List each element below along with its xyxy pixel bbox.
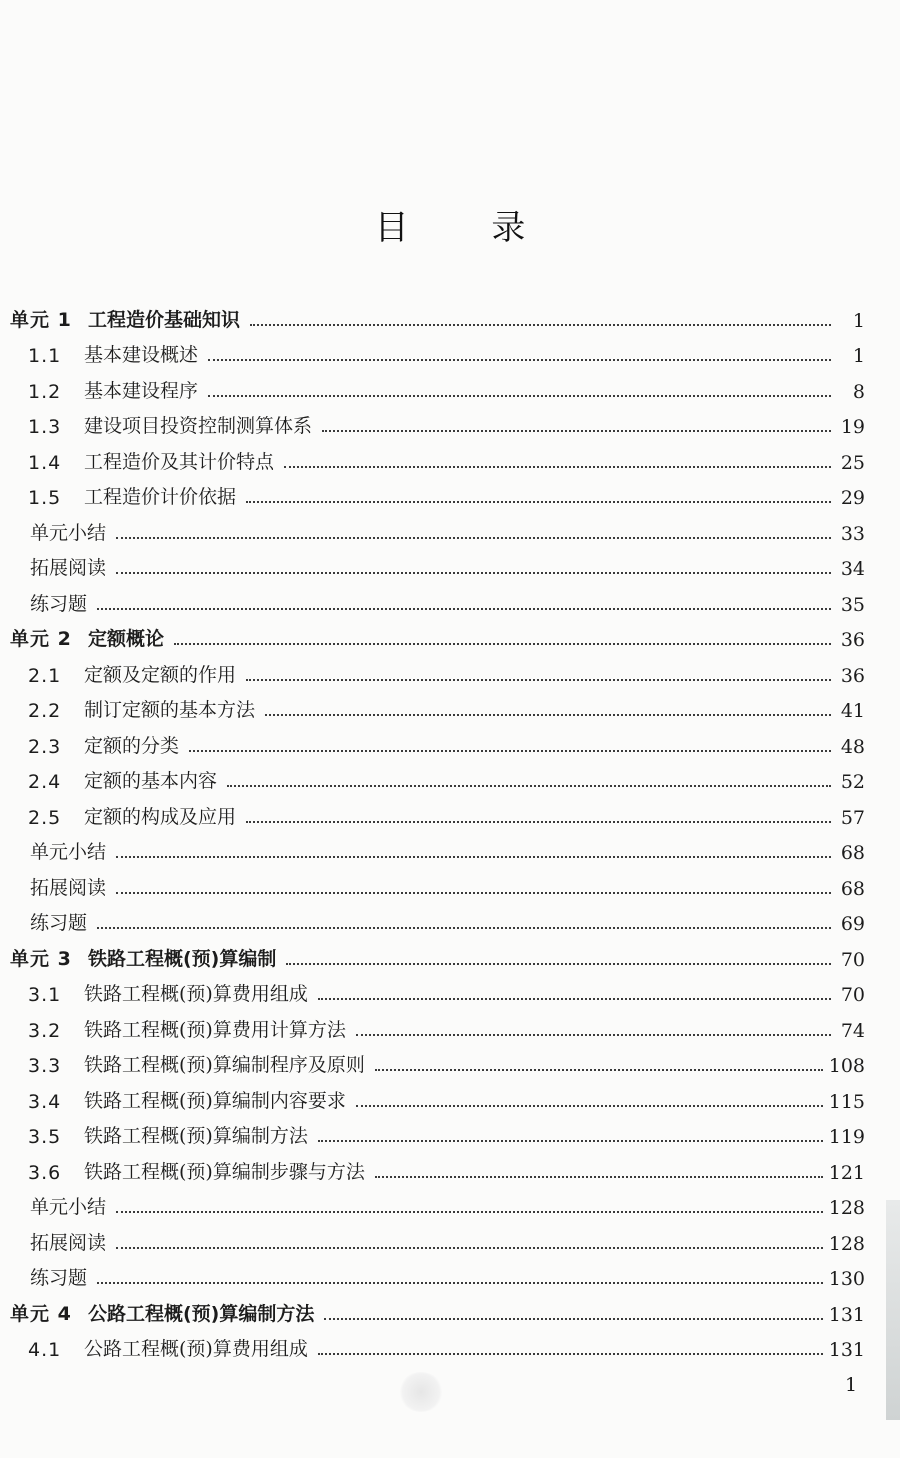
- toc-entry-page: 57: [840, 806, 865, 829]
- toc-entry-page: 52: [840, 771, 865, 793]
- toc-entry-number: 1.3: [28, 416, 62, 438]
- toc-entry-page: 36: [840, 664, 865, 687]
- toc-entry-number: 单元 4: [10, 1302, 72, 1325]
- toc-entry-misc[interactable]: [10, 864, 865, 900]
- dot-leader: [322, 430, 831, 432]
- dot-leader: [375, 1176, 823, 1178]
- toc-entry-number: 3.5: [28, 1126, 62, 1148]
- toc-entry-section[interactable]: [10, 758, 865, 794]
- toc-entry-unit[interactable]: [10, 616, 865, 652]
- toc-entry-page: 108: [828, 1055, 865, 1077]
- toc-entry-page: 35: [840, 593, 865, 616]
- toc-entry-page: 131: [828, 1303, 865, 1326]
- toc-entry-section[interactable]: [10, 1006, 865, 1042]
- toc-entry-page: 128: [828, 1197, 865, 1219]
- dot-leader: [324, 1318, 822, 1320]
- dot-leader: [356, 1105, 823, 1107]
- toc-entry-title: 工程造价计价依据: [84, 486, 237, 508]
- paper-stain: [398, 1372, 444, 1412]
- toc-entry-title: 拓展阅读: [30, 876, 107, 899]
- toc-entry-section[interactable]: [10, 1042, 865, 1078]
- toc-entry-number: 1.5: [28, 487, 62, 509]
- page-number: 1: [845, 1374, 858, 1396]
- toc-entry-unit[interactable]: [10, 935, 865, 971]
- toc-entry-number: 1.2: [28, 380, 62, 403]
- toc-entry-section[interactable]: [10, 367, 865, 403]
- toc-entry-number: 单元 2: [10, 628, 72, 650]
- toc-entry-number: 2.2: [28, 700, 62, 722]
- toc-entry-page: 130: [828, 1268, 865, 1290]
- toc-entry-page: 8: [852, 380, 865, 403]
- toc-entry-title: 工程造价及其计价特点: [84, 450, 275, 473]
- toc-entry-page: 68: [840, 877, 865, 900]
- toc-entry-misc[interactable]: [10, 545, 865, 581]
- toc-entry-title: 拓展阅读: [30, 1231, 107, 1254]
- dot-leader: [174, 643, 831, 645]
- toc-entry-page: 36: [840, 629, 865, 651]
- toc-entry-misc[interactable]: [10, 1184, 865, 1220]
- toc-entry-page: 19: [840, 416, 865, 438]
- toc-entry-section[interactable]: [10, 1077, 865, 1113]
- toc-entry-misc[interactable]: [10, 1219, 865, 1255]
- toc-entry-page: 48: [840, 735, 865, 758]
- toc-entry-title: 铁路工程概(预)算编制步骤与方法: [84, 1160, 365, 1183]
- toc-entry-title: 铁路工程概(预)算编制程序及原则: [84, 1054, 365, 1076]
- dot-leader: [116, 892, 831, 894]
- toc-entry-section[interactable]: [10, 332, 865, 368]
- dot-leader: [318, 998, 831, 1000]
- toc-entry-title: 单元小结: [30, 1196, 107, 1218]
- dot-leader: [318, 1140, 823, 1142]
- toc-entry-number: 单元 1: [10, 308, 72, 331]
- toc-entry-section[interactable]: [10, 687, 865, 723]
- toc-entry-page: 121: [828, 1161, 865, 1184]
- dot-leader: [189, 750, 831, 752]
- toc-entry-title: 定额的基本内容: [84, 770, 218, 792]
- toc-entry-misc[interactable]: [10, 900, 865, 936]
- dot-leader: [116, 1211, 823, 1213]
- toc-entry-title: 建设项目投资控制测算体系: [84, 415, 313, 437]
- toc-entry-number: 3.1: [28, 984, 62, 1006]
- dot-leader: [97, 1282, 823, 1284]
- toc-entry-page: 69: [840, 913, 865, 935]
- dot-leader: [208, 395, 831, 397]
- dot-leader: [318, 1353, 823, 1355]
- toc-entry-title: 制订定额的基本方法: [84, 699, 256, 721]
- toc-entry-section[interactable]: [10, 1113, 865, 1149]
- toc-entry-title: 铁路工程概(预)算编制: [88, 947, 277, 970]
- page-edge-shadow: [886, 1200, 900, 1420]
- dot-leader: [250, 324, 831, 326]
- toc-entry-page: 29: [840, 487, 865, 509]
- dot-leader: [265, 714, 831, 716]
- toc-entry-page: 34: [840, 558, 865, 580]
- toc-entry-title: 工程造价基础知识: [88, 308, 241, 331]
- toc-entry-section[interactable]: [10, 722, 865, 758]
- toc-entry-misc[interactable]: [10, 580, 865, 616]
- toc-entry-title: 练习题: [30, 912, 88, 934]
- toc-entry-number: 3.6: [28, 1161, 62, 1184]
- toc-entry-title: 基本建设概述: [84, 344, 199, 366]
- dot-leader: [375, 1069, 823, 1071]
- toc-entry-title: 拓展阅读: [30, 557, 107, 579]
- toc-entry-page: 1: [852, 345, 865, 367]
- toc-entry-page: 119: [828, 1126, 865, 1148]
- toc-entry-title: 公路工程概(预)算编制方法: [88, 1302, 315, 1325]
- toc-entry-page: 128: [828, 1232, 865, 1255]
- toc-entry-section[interactable]: [10, 438, 865, 474]
- toc-entry-title: 练习题: [30, 1267, 88, 1289]
- table-of-contents: [10, 296, 865, 1361]
- toc-entry-page: 70: [840, 948, 865, 971]
- toc-entry-title: 铁路工程概(预)算编制内容要求: [84, 1089, 346, 1112]
- toc-entry-page: 68: [840, 842, 865, 864]
- toc-entry-number: 2.5: [28, 806, 62, 829]
- toc-entry-section[interactable]: [10, 793, 865, 829]
- dot-leader: [97, 927, 831, 929]
- dot-leader: [246, 821, 831, 823]
- page-title: 目 录: [374, 208, 562, 248]
- dot-leader: [356, 1034, 831, 1036]
- toc-entry-number: 1.1: [28, 345, 62, 367]
- toc-entry-number: 2.1: [28, 664, 62, 687]
- toc-entry-page: 25: [840, 451, 865, 474]
- toc-entry-page: 74: [840, 1019, 865, 1042]
- toc-entry-title: 铁路工程概(预)算费用组成: [84, 983, 308, 1005]
- toc-entry-title: 单元小结: [30, 841, 107, 863]
- dot-leader: [284, 466, 831, 468]
- toc-entry-misc[interactable]: [10, 1255, 865, 1291]
- toc-entry-title: 定额及定额的作用: [84, 663, 237, 686]
- toc-entry-unit[interactable]: [10, 1290, 865, 1326]
- dot-leader: [97, 608, 831, 610]
- dot-leader: [116, 572, 831, 574]
- toc-entry-page: 41: [840, 700, 865, 722]
- toc-entry-section[interactable]: [10, 403, 865, 439]
- toc-entry-page: 1: [852, 309, 865, 332]
- toc-entry-section[interactable]: [10, 971, 865, 1007]
- toc-entry-number: 1.4: [28, 451, 62, 474]
- toc-entry-number: 3.4: [28, 1090, 62, 1113]
- dot-leader: [246, 501, 831, 503]
- dot-leader: [116, 537, 831, 539]
- toc-entry-number: 2.3: [28, 735, 62, 758]
- toc-entry-title: 定额的分类: [84, 734, 180, 757]
- toc-entry-misc[interactable]: [10, 829, 865, 865]
- toc-entry-title: 定额概论: [88, 628, 165, 650]
- dot-leader: [116, 1247, 823, 1249]
- toc-entry-number: 2.4: [28, 771, 62, 793]
- dot-leader: [227, 785, 831, 787]
- dot-leader: [246, 679, 831, 681]
- dot-leader: [116, 856, 831, 858]
- toc-entry-number: 单元 3: [10, 947, 72, 970]
- toc-entry-title: 练习题: [30, 592, 88, 615]
- toc-entry-section[interactable]: [10, 651, 865, 687]
- toc-entry-number: 3.3: [28, 1055, 62, 1077]
- dot-leader: [286, 963, 831, 965]
- toc-entry-page: 33: [840, 522, 865, 545]
- toc-entry-title: 铁路工程概(预)算费用计算方法: [84, 1018, 346, 1041]
- toc-entry-title: 基本建设程序: [84, 379, 199, 402]
- toc-entry-page: 115: [828, 1090, 865, 1113]
- toc-entry-section[interactable]: [10, 474, 865, 510]
- toc-entry-misc[interactable]: [10, 509, 865, 545]
- toc-entry-title: 公路工程概(预)算费用组成: [84, 1338, 308, 1360]
- toc-entry-number: 3.2: [28, 1019, 62, 1042]
- toc-entry-section[interactable]: [10, 1326, 865, 1362]
- toc-entry-page: 70: [840, 984, 865, 1006]
- toc-entry-unit[interactable]: [10, 296, 865, 332]
- dot-leader: [208, 359, 831, 361]
- toc-entry-number: 4.1: [28, 1339, 62, 1361]
- toc-entry-page: 131: [828, 1339, 865, 1361]
- toc-entry-title: 铁路工程概(预)算编制方法: [84, 1125, 308, 1147]
- toc-entry-title: 单元小结: [30, 521, 107, 544]
- toc-entry-title: 定额的构成及应用: [84, 805, 237, 828]
- toc-entry-section[interactable]: [10, 1148, 865, 1184]
